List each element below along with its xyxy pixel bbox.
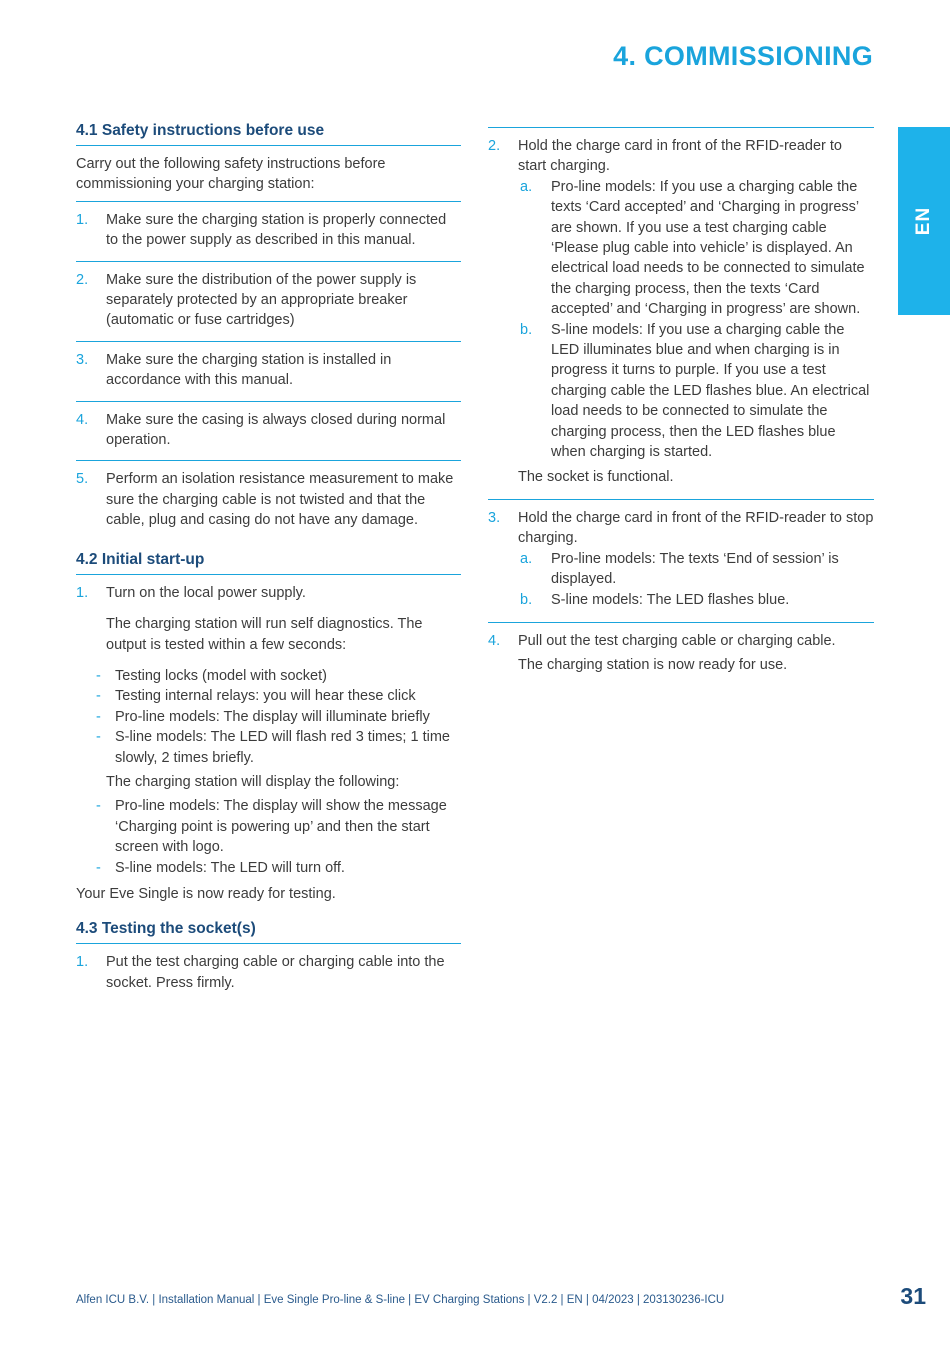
sub-step-letter: a. [520, 550, 533, 567]
step-text: Make sure the distribution of the power supply is separately protected by an appropriate breaker (automatic or fuse cartridges) [106, 271, 417, 329]
list-item [76, 262, 461, 342]
step-number: 3. [488, 509, 501, 526]
list-item: - Testing internal relays: you will hear these click [96, 688, 416, 705]
step-number: 2. [76, 271, 89, 288]
chapter-title: 4. COMMISSIONING [613, 41, 873, 71]
self-diagnostics-text: The charging station will run self diagnostics. The output is tested within a few seconds: [106, 616, 423, 653]
step-number: 1. [76, 584, 89, 601]
list-item: - Testing locks (model with socket) [96, 667, 327, 684]
step-number: 5. [76, 471, 89, 488]
page-number: 31 [900, 1283, 926, 1309]
right-column [488, 127, 874, 686]
list-item [76, 944, 461, 1003]
step-number: 4. [488, 632, 501, 649]
list-item: - S-line models: The LED will turn off. [96, 859, 345, 876]
diagnostics-list [96, 666, 461, 768]
sub-step-letter: a. [520, 178, 533, 195]
sub-step-text: Pro-line models: If you use a charging cable the texts ‘Card accepted’ and ‘Charging in progress’ are shown. If you use a test charging cable ‘Please plug cable into vehicle’ is displayed. An electrical load needs to be connected to simulate the charging process, then the texts ‘Card accepted’ and ‘Charging in progress’ are shown. [551, 178, 865, 318]
ready-for-testing-text: Your Eve Single is now ready for testing. [76, 885, 336, 902]
sub-step-text: S-line models: The LED flashes blue. [551, 591, 790, 608]
list-item [76, 402, 461, 462]
list-item [518, 320, 874, 463]
sub-steps-list [518, 549, 874, 610]
sub-step-text: S-line models: If you use a charging cable the LED illuminates blue and when charging is in progress it turns to purple. If you use a test charging cable the LED flashes blue. An electrical load needs to be connected to simulate the charging process, then the LED flashes blue when charging is started. [551, 321, 870, 461]
section-4-2-title: 4.2 Initial start-up [76, 549, 461, 575]
list-item: - Pro-line models: The display will show the message ‘Charging point is powering up’ and then the start screen with logo. [96, 798, 447, 856]
step-text: Hold the charge card in front of the RFID-reader to start charging. [518, 138, 842, 175]
step-note: The charging station is now ready for use. [518, 657, 788, 674]
sub-step-letter: b. [520, 591, 533, 608]
list-item: - Pro-line models: The display will illuminate briefly [96, 708, 430, 725]
step-note: The socket is functional. [518, 468, 674, 485]
step-text: Hold the charge card in front of the RFID-reader to stop charging. [518, 509, 874, 547]
language-tab-label: EN [912, 206, 934, 236]
list-item [488, 623, 874, 686]
left-column [76, 120, 461, 1003]
step-text: Turn on the local power supply. [106, 584, 306, 601]
step-number: 1. [76, 211, 89, 228]
language-tab [898, 127, 950, 315]
list-item [76, 202, 461, 262]
section-4-1-title: 4.1 Safety instructions before use [76, 120, 461, 146]
section-4-1-intro: Carry out the following safety instructions before commissioning your charging station: [76, 154, 461, 202]
sub-step-letter: b. [520, 321, 533, 338]
list-item [518, 549, 874, 590]
display-list [96, 796, 461, 878]
step-number: 3. [76, 351, 89, 368]
step-text: Perform an isolation resistance measurement to make sure the charging cable is not twisted and that the cable, plug and casing do not have any damage. [106, 471, 454, 529]
step-number: 1. [76, 954, 89, 971]
step-number: 4. [76, 411, 89, 428]
step-text: Make sure the casing is always closed during normal operation. [106, 411, 446, 449]
step-text: Put the test charging cable or charging cable into the socket. Press firmly. [106, 954, 445, 991]
sub-step-text: Pro-line models: The texts ‘End of session’ is displayed. [551, 550, 839, 588]
socket-test-steps-continued [488, 127, 874, 686]
list-item [76, 342, 461, 402]
sub-steps-list [518, 177, 874, 463]
startup-steps-list [76, 575, 461, 882]
list-item [488, 128, 874, 500]
step-text: Pull out the test charging cable or charging cable. [518, 632, 836, 649]
socket-test-steps-list [76, 944, 461, 1003]
list-item [76, 461, 461, 540]
footer-text: Alfen ICU B.V. | Installation Manual | Eve Single Pro-line & S-line | EV Charging Stations | V2.2 | EN | 04/2023 | 203130236-ICU [76, 1294, 725, 1306]
step-number: 2. [488, 138, 501, 154]
safety-instructions-list [76, 202, 461, 541]
list-item [518, 177, 874, 320]
step-text: Make sure the charging station is installed in accordance with this manual. [106, 351, 392, 389]
display-intro-text: The charging station will display the following: [106, 773, 400, 790]
list-item: - S-line models: The LED will flash red 3 times; 1 time slowly, 2 times briefly. [96, 729, 450, 766]
section-4-3-title: 4.3 Testing the socket(s) [76, 918, 461, 944]
list-item [76, 575, 461, 882]
list-item [488, 500, 874, 623]
list-item [518, 590, 874, 610]
step-text: Make sure the charging station is properly connected to the power supply as described in this manual. [106, 211, 447, 249]
